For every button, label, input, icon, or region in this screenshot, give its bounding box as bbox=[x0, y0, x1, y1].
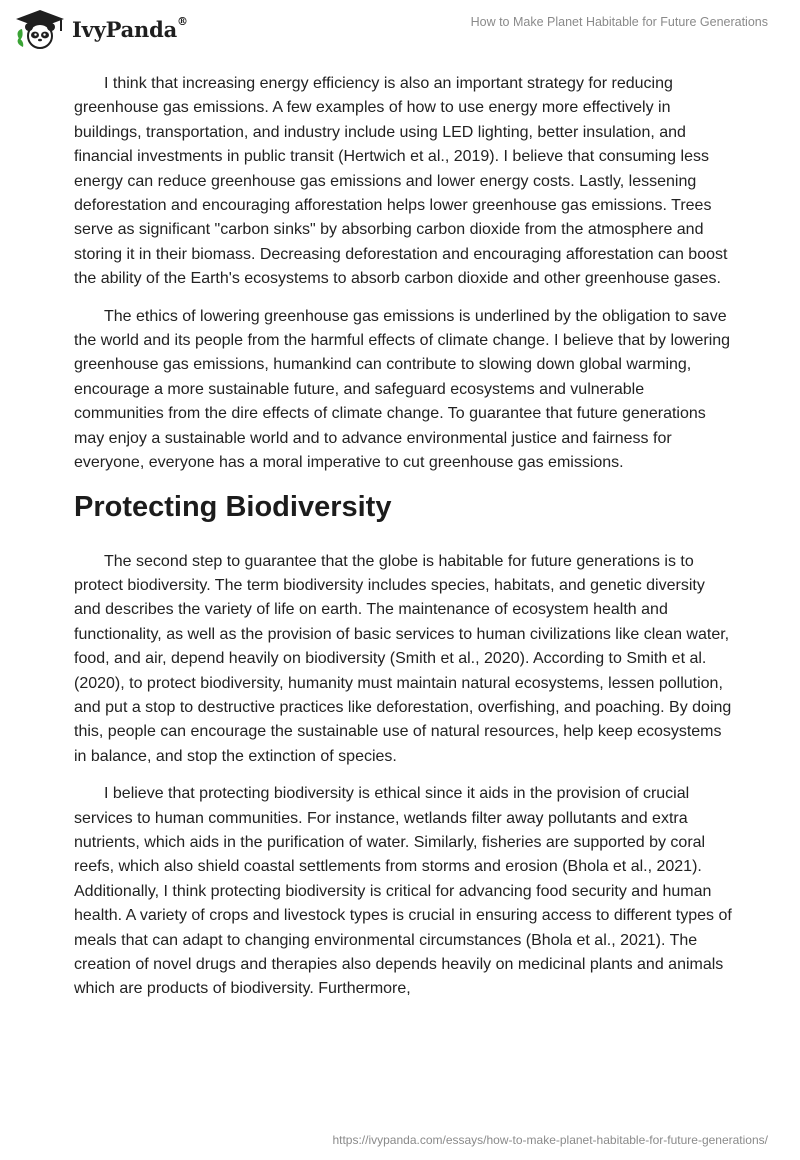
paragraph: I believe that protecting biodiversity is ethical since it aids in the provision of crucial services to human communities. For instance, wetlands filter away pollutants and extra nutrients, which aids in the purification of water. Similarly, fisheries are supported by coral reefs, which also shield coastal settlements from storms and erosion (Bhola et al., 2021). Additionally, I think protecting biodiversity is critical for advancing food security and human health. A variety of crops and livestock types is crucial in ensuring access to different types of meals that can adapt to changing environmental circumstances (Bhola et al., 2021). The creation of novel drugs and therapies also depends heavily on medicinal plants and animals which are products of biodiversity. Furthermore, bbox=[74, 785, 732, 998]
ivypanda-logo[interactable] bbox=[14, 9, 188, 49]
paragraph: The ethics of lowering greenhouse gas emissions is underlined by the obligation to save the world and its people from the harmful effects of climate change. I believe that by lowering greenhouse gas emissions, humankind can contribute to slowing down global warming, encourage a more sustainable future, and safeguard ecosystems and vulnerable communities from the dire effects of climate change. To guarantee that future generations may enjoy a sustainable world and to advance environmental justice and fairness for everyone, everyone has a moral imperative to cut greenhouse gas emissions. bbox=[74, 307, 731, 472]
panda-graduate-icon bbox=[14, 9, 66, 49]
essay-content bbox=[74, 72, 734, 1015]
paragraph: I think that increasing energy efficiency is also an important strategy for reducing greenhouse gas emissions. A few examples of how to use energy more effectively in buildings, transportation, and industry include using LED lighting, better insulation, and financial investments in public transit (Hertwich et al., 2019). I believe that consuming less energy can reduce greenhouse gas emissions and lower energy costs. Lastly, lessening deforestation and encouraging afforestation helps lower greenhouse gas emissions. Trees serve as significant "carbon sinks" by absorbing carbon dioxide from the atmosphere and storing it in their biomass. Decreasing deforestation and encouraging afforestation can boost the ability of the Earth's ecosystems to absorb carbon dioxide and other greenhouse gases. bbox=[74, 75, 728, 288]
source-url[interactable]: https://ivypanda.com/essays/how-to-make-planet-habitable-for-future-generations/ bbox=[332, 1133, 768, 1147]
brand-name: IvyPanda® bbox=[72, 14, 188, 42]
section-heading: Protecting Biodiversity bbox=[74, 490, 392, 523]
paragraph: The second step to guarantee that the globe is habitable for future generations is to protect biodiversity. The term biodiversity includes species, habitats, and genetic diversity and describes the variety of life on earth. The maintenance of ecosystem health and functionality, as well as the provision of basic services to human civilizations like clean water, food, and air, depend heavily on biodiversity (Smith et al., 2020). According to Smith et al. (2020), to protect biodiversity, humanity must maintain natural ecosystems, lessen pollution, and put a stop to destructive practices like deforestation, overfishing, and poaching. By doing this, people can encourage the sustainable use of natural resources, help keep ecosystems in balance, and stop the extinction of species. bbox=[74, 552, 732, 765]
page-header bbox=[0, 0, 800, 60]
document-title: How to Make Planet Habitable for Future Generations bbox=[470, 15, 768, 29]
